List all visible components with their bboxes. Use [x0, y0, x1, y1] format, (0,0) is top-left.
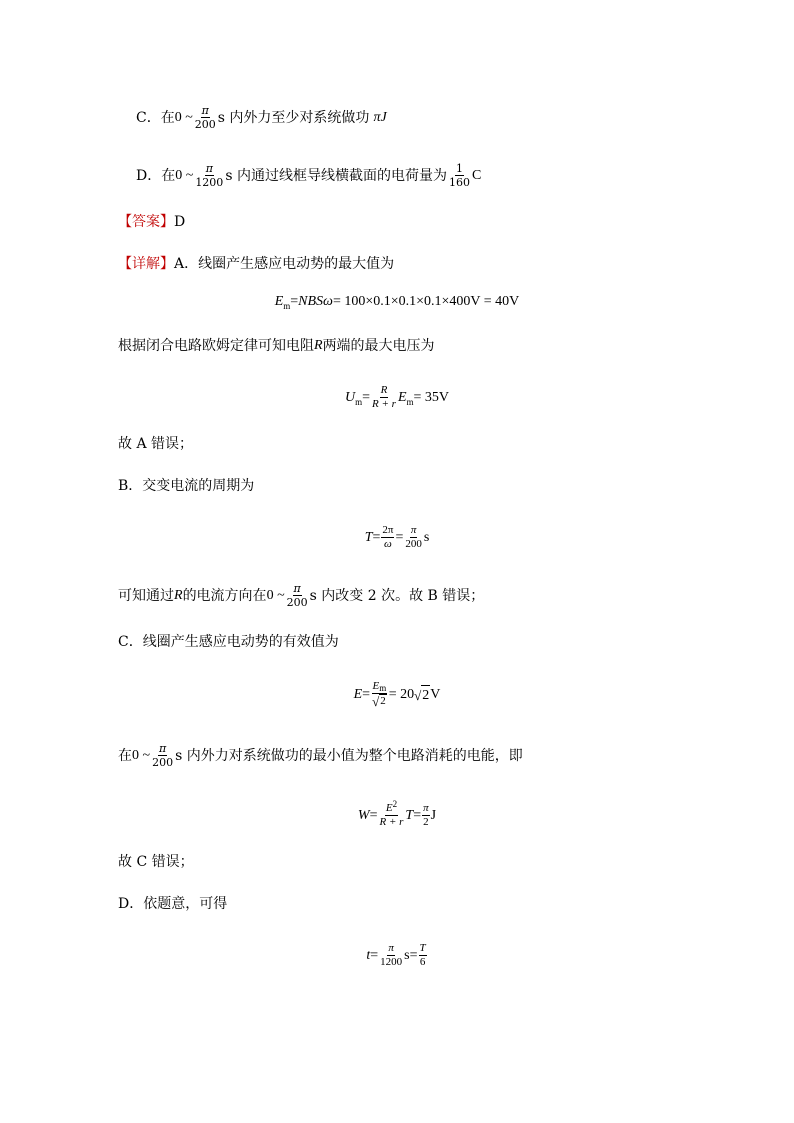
eq6-eq: =: [370, 947, 379, 963]
sqrt-symbol: √: [414, 687, 422, 703]
eq2-frac-num: R: [380, 384, 388, 396]
eq2-rhs: = 35V: [413, 389, 450, 405]
eq4-fraction: [371, 680, 388, 710]
eq5-lhs: W: [357, 807, 370, 823]
eq3-fraction-2: [404, 524, 423, 551]
eq5-frac-num: E: [385, 802, 393, 814]
eq2-frac-den: R + r: [372, 398, 396, 410]
b-fraction: [286, 582, 309, 609]
eq3-unit: s: [423, 529, 430, 545]
eq4-rhs-unit: V: [430, 687, 441, 702]
option-c-label: C．在: [136, 109, 175, 126]
eq3-frac2-num: π: [410, 524, 417, 536]
c-fraction: [151, 742, 174, 769]
eq6-frac-den: 1200: [380, 956, 403, 968]
answer-line: [118, 212, 185, 232]
c-range-start: 0 ~: [132, 747, 151, 763]
eq4-lhs: E: [353, 687, 363, 702]
eq4-sqrt-den: [372, 694, 387, 708]
option-d-frac-den: 1200: [195, 176, 224, 189]
equation-period: [0, 524, 794, 551]
c-conclusion-text: 故 C 错误；: [118, 854, 194, 870]
eq2-fraction: [371, 384, 397, 411]
detail-b-intro: [118, 476, 254, 496]
eq5-frac-num-wrap: [385, 799, 398, 816]
option-d-text: s 内通过线框导线横截面的电荷量为: [225, 167, 447, 184]
eq6-lhs: t: [366, 947, 371, 963]
option-c-value: πJ: [373, 109, 387, 125]
eq3-lhs: T: [364, 529, 373, 545]
eq3-frac2-den: 200: [405, 538, 422, 550]
eq2-mid-sub: m: [406, 396, 414, 407]
eq4-rhs-pre: = 20: [388, 687, 415, 702]
eq5-frac2-num: π: [423, 802, 429, 814]
equation-work: [0, 799, 794, 829]
a-text2-var: R: [314, 338, 323, 353]
eq4-rhs-radicand: 2: [421, 685, 430, 706]
option-d-fraction: [194, 162, 224, 189]
detail-a-text2: [118, 336, 435, 356]
eq6-eq2: =: [409, 947, 418, 963]
detail-d-intro: [118, 894, 227, 914]
eq5-eq2: =: [413, 807, 422, 823]
answer-value: D: [174, 214, 186, 230]
c-text-post: s 内外力对系统做功的最小值为整个电路消耗的电能，即: [175, 747, 523, 764]
eq4-frac-num-sub: m: [379, 683, 387, 693]
eq2-lhs: U: [344, 389, 356, 405]
option-c-range-start: 0 ~: [174, 109, 193, 125]
eq1-expr: NBSω: [298, 294, 333, 309]
c-frac-den: 200: [152, 756, 174, 769]
b-text-mid: 的电流方向在: [182, 587, 267, 604]
eq3-eq: =: [372, 529, 381, 545]
detail-a-conclusion: [118, 434, 193, 454]
c-frac-num: π: [158, 742, 167, 755]
eq3-frac1-den: ω: [384, 538, 392, 550]
c-intro-text: C．线圈产生感应电动势的有效值为: [118, 634, 339, 650]
eq2-eq: =: [362, 389, 370, 405]
a-conclusion-text: 故 A 错误；: [118, 436, 194, 452]
detail-c-intro: [118, 632, 339, 652]
eq6-frac2-den: 6: [419, 956, 426, 968]
b-text-pre: 可知通过: [118, 587, 174, 604]
eq4-frac-num-wrap: [372, 680, 388, 694]
d-intro-text: D．依题意，可得: [118, 896, 228, 912]
eq3-fraction-1: [381, 524, 394, 551]
b-intro-text: B．交变电流的周期为: [118, 478, 255, 494]
b-frac-num: π: [293, 582, 301, 595]
option-c-frac-num: π: [201, 104, 209, 117]
option-d: [136, 162, 481, 189]
a-text2-pre: 根据闭合电路欧姆定律可知电阻: [118, 338, 314, 354]
eq2-mid: E: [397, 389, 407, 405]
eq5-fraction: [378, 799, 404, 829]
option-d-value-num: 1: [455, 162, 463, 175]
eq6-fraction-2: [419, 942, 427, 969]
option-d-value-den: 160: [448, 176, 470, 189]
b-range-start: 0 ~: [266, 587, 285, 603]
eq1-rhs: = 100×0.1×0.1×0.1×400V = 40V: [332, 294, 520, 309]
detail-a-intro: [118, 254, 394, 274]
option-c: [136, 104, 387, 131]
detail-a-intro-text: A．线圈产生感应电动势的最大值为: [174, 256, 395, 272]
answer-label: 【答案】: [118, 214, 174, 230]
detail-b-text: [118, 582, 484, 609]
eq1-lhs: E: [274, 294, 284, 309]
eq3-frac1-num: 2π: [382, 524, 394, 536]
option-d-unit: C: [471, 167, 482, 183]
detail-c-text: [118, 742, 523, 769]
eq4-frac-num: E: [372, 680, 380, 692]
eq5-frac2-den: 2: [423, 816, 429, 828]
equation-effective-emf: [0, 680, 794, 710]
eq4-den-radicand: 2: [380, 695, 386, 707]
option-d-frac-num: π: [205, 162, 213, 175]
eq6-frac2-num: T: [419, 942, 426, 954]
detail-label: 【详解】: [118, 256, 174, 272]
eq6-fraction: [379, 942, 403, 969]
eq6-frac-num: π: [388, 942, 394, 954]
detail-c-conclusion: [118, 852, 194, 872]
eq1-lhs-sub: m: [283, 301, 291, 311]
eq4-frac-den: [371, 694, 388, 710]
b-frac-den: 200: [286, 596, 308, 609]
option-c-fraction: [194, 104, 217, 131]
eq4-sqrt-rhs: [414, 685, 430, 706]
b-text-var: R: [174, 587, 183, 603]
option-c-text: s 内外力至少对系统做功: [217, 109, 370, 126]
sqrt-symbol: √: [372, 694, 380, 709]
eq2-lhs-sub: m: [355, 396, 363, 407]
equation-voltage-max: [0, 384, 794, 411]
eq5-unit: J: [430, 807, 437, 823]
eq5-frac-num-sup: 2: [392, 799, 398, 809]
eq5-fraction-2: [422, 802, 430, 829]
eq5-eq: =: [369, 807, 378, 823]
c-text-pre: 在: [118, 747, 132, 764]
eq4-eq: =: [362, 687, 371, 702]
eq3-eq2: =: [395, 529, 404, 545]
a-text2-post: 两端的最大电压为: [322, 338, 435, 354]
option-c-frac-den: 200: [194, 118, 216, 131]
eq5-mid: T: [405, 807, 414, 823]
eq6-unit: s: [404, 947, 410, 963]
b-text-post: s 内改变 2 次。故 B 错误；: [309, 587, 485, 604]
option-d-range-start: 0 ~: [175, 167, 194, 183]
equation-time: [0, 942, 794, 969]
eq1-eq: =: [290, 294, 299, 309]
equation-emf-max: [0, 292, 794, 312]
eq5-frac-den: R + r: [379, 816, 404, 828]
option-d-label: D．在: [136, 167, 176, 184]
option-d-value-fraction: [448, 162, 471, 189]
